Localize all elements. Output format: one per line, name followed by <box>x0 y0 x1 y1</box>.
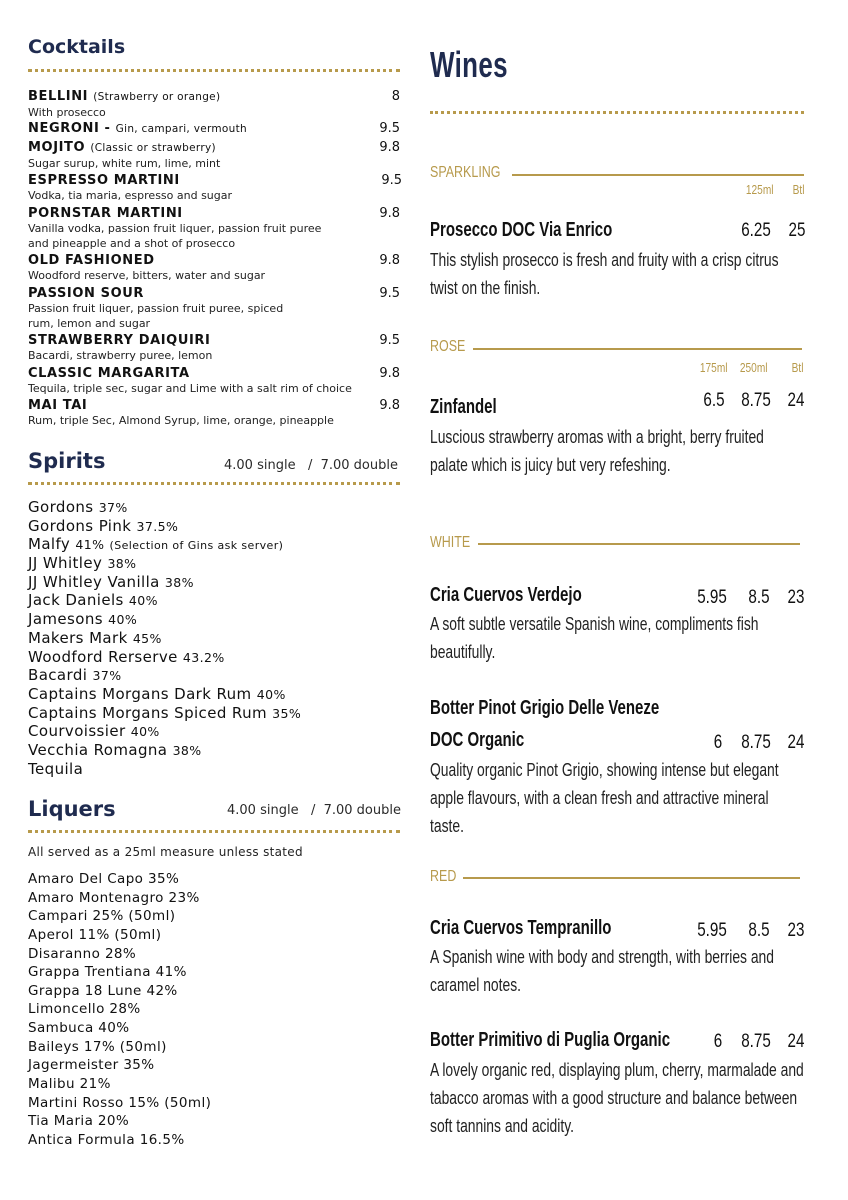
cocktail-price: 9.8 <box>379 366 400 381</box>
cocktail-price: 8 <box>391 89 400 104</box>
list-item <box>28 535 301 554</box>
category-rule <box>473 348 802 350</box>
category-rule <box>478 543 800 545</box>
cocktail-desc: With prosecco <box>28 106 106 119</box>
wine-name: Cria Cuervos Verdejo <box>430 584 582 606</box>
list-item: Martini Rosso 15% (50ml) <box>28 1094 212 1111</box>
cocktail-price: 9.5 <box>381 173 402 188</box>
cocktail-name: MOJITO <box>28 140 86 155</box>
spirit-abv: 40% <box>130 724 160 740</box>
wine-price: 6 <box>713 732 723 753</box>
wine-desc: A lovely organic red, displaying plum, cherry, marmalade and tabacco aromas with a good structure and balance between soft tannins and acidity. <box>430 1059 804 1136</box>
wine-price: 8.75 <box>741 1031 771 1052</box>
cocktail-item <box>28 89 400 120</box>
cocktail-price: 9.5 <box>379 286 400 301</box>
cocktail-name: NEGRONI - <box>28 121 111 136</box>
cocktail-item <box>28 173 400 203</box>
wine-price: 25 <box>788 220 806 241</box>
cocktail-sub: (Strawberry or orange) <box>93 91 221 103</box>
spirit-note: (Selection of Gins ask server) <box>109 539 284 553</box>
cocktail-price: 9.8 <box>379 140 400 155</box>
spirit-name: JJ Whitley Vanilla <box>28 572 160 591</box>
cocktail-item <box>28 333 400 363</box>
list-item <box>28 517 301 536</box>
list-item: Grappa 18 Lune 42% <box>28 982 178 999</box>
list-item <box>28 573 301 592</box>
spirit-name: Gordons Pink <box>28 516 132 535</box>
cocktail-item <box>28 206 400 251</box>
list-item <box>28 704 301 723</box>
cocktail-name: PORNSTAR MARTINI <box>28 206 183 221</box>
spirit-abv: 38% <box>107 556 137 572</box>
spirit-name: Woodford Rerserve <box>28 647 178 666</box>
list-item: Disaranno 28% <box>28 945 137 962</box>
spirit-abv: 37% <box>92 668 122 684</box>
wines-title: Wines <box>430 44 508 85</box>
list-item: Grappa Trentiana 41% <box>28 964 187 981</box>
list-item: Tia Maria 20% <box>28 1113 130 1130</box>
list-item <box>28 610 301 629</box>
wine-desc: A soft subtle versatile Spanish wine, compliments fish beautifully. <box>430 613 759 662</box>
wine-name: Zinfandel <box>430 396 497 418</box>
list-item <box>28 685 301 704</box>
cocktail-name: PASSION SOUR <box>28 286 145 301</box>
liquers-title: Liquers <box>28 797 116 821</box>
spirit-name: Bacardi <box>28 666 88 685</box>
col-head: 175ml <box>699 360 728 375</box>
spirit-name: Vecchia Romagna <box>28 740 168 759</box>
cocktails-divider <box>28 69 400 72</box>
list-item: Limoncello 28% <box>28 1001 141 1018</box>
wine-name-line2: DOC Organic <box>430 729 525 751</box>
cocktail-desc: Tequila, triple sec, sugar and Lime with a salt rim of choice <box>28 382 352 395</box>
list-item: Sambuca 40% <box>28 1020 130 1037</box>
spirit-abv: 40% <box>108 612 138 628</box>
wine-price: 5.95 <box>697 587 727 608</box>
liquers-subtitle: All served as a 25ml measure unless stated <box>28 845 303 859</box>
spirit-name: Malfy <box>28 535 71 554</box>
list-item: Antica Formula 16.5% <box>28 1131 185 1148</box>
cocktail-sub: Gin, campari, vermouth <box>115 123 247 135</box>
spirit-abv: 43.2% <box>182 649 225 665</box>
cocktail-name: OLD FASHIONED <box>28 253 155 268</box>
list-item <box>28 648 301 667</box>
cocktail-item <box>28 398 400 428</box>
wine-price: 6.25 <box>741 220 771 241</box>
wine-desc: Luscious strawberry aromas with a bright, berry fruited palate which is juicy but very refeshing. <box>430 426 764 475</box>
col-head: 250ml <box>739 360 768 375</box>
category-rule <box>463 877 800 879</box>
cocktail-item <box>28 286 400 331</box>
cocktail-desc: Vodka, tia maria, espresso and sugar <box>28 189 233 202</box>
spirit-abv: 35% <box>272 705 302 721</box>
col-head: Btl <box>791 360 804 375</box>
spirits-title: Spirits <box>28 449 106 473</box>
spirits-divider <box>28 482 400 485</box>
category-red: RED <box>430 868 457 885</box>
category-white: WHITE <box>430 534 471 551</box>
list-item <box>28 741 301 760</box>
wine-price: 23 <box>787 587 805 608</box>
list-item: Malibu 21% <box>28 1076 111 1093</box>
spirit-name: Jamesons <box>28 610 103 629</box>
list-item <box>28 554 301 573</box>
spirit-name: Jack Daniels <box>28 591 124 610</box>
cocktail-price: 9.8 <box>379 206 400 221</box>
wine-name: Prosecco DOC Via Enrico <box>430 219 613 241</box>
wine-price: 6 <box>713 1031 723 1052</box>
cocktail-price: 9.8 <box>379 398 400 413</box>
liquers-price-note: 4.00 single / 7.00 double <box>227 803 401 818</box>
cocktails-title: Cocktails <box>28 36 126 58</box>
spirits-list <box>28 498 301 778</box>
wine-price: 24 <box>787 390 805 411</box>
wines-divider <box>430 111 804 114</box>
wine-desc: Quality organic Pinot Grigio, showing intense but elegant apple flavours, with a clean fresh and attractive mineral taste. <box>430 759 779 836</box>
list-item: Baileys 17% (50ml) <box>28 1038 167 1055</box>
list-item: Jagermeister 35% <box>28 1057 155 1074</box>
spirit-abv: 37.5% <box>136 518 179 534</box>
spirit-abv: 45% <box>132 630 162 646</box>
cocktail-price: 9.5 <box>379 121 400 136</box>
spirit-abv: 38% <box>172 742 202 758</box>
wine-price: 6.5 <box>703 390 725 411</box>
wine-price: 8.75 <box>741 732 771 753</box>
cocktail-price: 9.5 <box>379 333 400 348</box>
cocktail-sub: (Classic or strawberry) <box>90 142 216 154</box>
wine-price: 8.5 <box>748 587 770 608</box>
cocktail-desc: Passion fruit liquer, passion fruit puree, spiced rum, lemon and sugar <box>28 302 284 330</box>
wine-name: Botter Pinot Grigio Delle Veneze <box>430 697 660 719</box>
list-item <box>28 760 301 779</box>
wine-price: 8.5 <box>748 920 770 941</box>
cocktail-item <box>28 140 400 171</box>
spirit-abv: 40% <box>128 593 158 609</box>
spirit-name: JJ Whitley <box>28 554 103 573</box>
cocktail-item <box>28 253 400 283</box>
spirits-price-note: 4.00 single / 7.00 double <box>224 458 398 473</box>
cocktail-item <box>28 121 400 137</box>
list-item <box>28 722 301 741</box>
list-item <box>28 498 301 517</box>
cocktail-name: BELLINI <box>28 89 89 104</box>
cocktail-desc: Bacardi, strawberry puree, lemon <box>28 349 213 362</box>
spirit-name: Makers Mark <box>28 628 128 647</box>
wine-price: 24 <box>787 732 805 753</box>
list-item <box>28 629 301 648</box>
cocktail-desc: Woodford reserve, bitters, water and sugar <box>28 269 266 282</box>
category-rule <box>512 174 804 176</box>
category-sparkling: SPARKLING <box>430 164 501 181</box>
cocktail-name: CLASSIC MARGARITA <box>28 366 190 381</box>
list-item <box>28 666 301 685</box>
wine-price: 8.75 <box>741 390 771 411</box>
col-head: Btl <box>792 182 805 197</box>
liquers-divider <box>28 830 400 833</box>
cocktail-price: 9.8 <box>379 253 400 268</box>
spirit-name: Captains Morgans Spiced Rum <box>28 703 267 722</box>
list-item: Amaro Del Capo 35% <box>28 871 180 887</box>
col-head: 125ml <box>745 182 774 197</box>
spirit-abv: 40% <box>256 686 286 702</box>
list-item: Aperol 11% (50ml) <box>28 926 162 943</box>
wine-price: 23 <box>787 920 805 941</box>
spirit-abv: 37% <box>98 500 128 515</box>
spirit-name: Courvoissier <box>28 722 126 741</box>
list-item: Amaro Montenagro 23% <box>28 889 200 906</box>
wine-name: Botter Primitivo di Puglia Organic <box>430 1029 671 1051</box>
cocktail-desc: Sugar surup, white rum, lime, mint <box>28 157 221 170</box>
wine-desc: This stylish prosecco is fresh and fruity with a crisp citrus twist on the finish. <box>430 249 779 298</box>
list-item <box>28 591 301 610</box>
liquers-list <box>28 870 211 1150</box>
spirit-name: Tequila <box>28 759 84 778</box>
wine-price: 24 <box>787 1031 805 1052</box>
cocktail-name: MAI TAI <box>28 398 88 413</box>
wine-desc: A Spanish wine with body and strength, with berries and caramel notes. <box>430 946 775 995</box>
cocktail-item <box>28 366 400 396</box>
spirit-name: Captains Morgans Dark Rum <box>28 684 252 703</box>
spirit-name: Gordons <box>28 498 94 516</box>
category-rose: ROSE <box>430 338 466 355</box>
wine-price: 5.95 <box>697 920 727 941</box>
list-item: Campari 25% (50ml) <box>28 908 176 925</box>
cocktail-name: STRAWBERRY DAIQUIRI <box>28 333 211 348</box>
spirit-abv: 38% <box>164 574 194 590</box>
cocktail-name: ESPRESSO MARTINI <box>28 173 180 188</box>
cocktail-desc: Rum, triple Sec, Almond Syrup, lime, orange, pineapple <box>28 414 334 427</box>
cocktail-desc: Vanilla vodka, passion fruit liquer, passion fruit puree and pineapple and a shot of prosecco <box>28 222 322 250</box>
wine-name: Cria Cuervos Tempranillo <box>430 917 612 939</box>
spirit-abv: 41% <box>75 537 105 553</box>
